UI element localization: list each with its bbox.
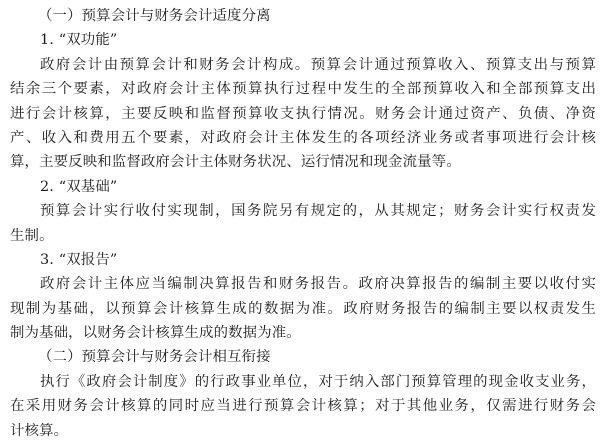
item-title-dual-report: 3. “双报告” [40, 251, 118, 268]
section-heading-separation: （一）预算会计与财务会计适度分离 [38, 8, 271, 24]
paragraph-line: 计核算。 [10, 422, 69, 439]
paragraph-line: 算，主要反映和监督政府会计主体财务状况、运行情况和现金流量等。 [10, 154, 461, 171]
paragraph-line: 执行《政府会计制度》的行政事业单位，对于纳入部门预算管理的现金收支业务， [40, 373, 596, 390]
paragraph-line: 现制为基础，以预算会计核算生成的数据为准。政府财务报告的编制主要以权责发生 [10, 300, 596, 317]
paragraph-line: 政府会计主体应当编制决算报告和财务报告。政府决算报告的编制主要以收付实 [40, 276, 596, 293]
paragraph-line: 进行会计核算，主要反映和监督预算收支执行情况。财务会计通过资产、负债、净资 [10, 105, 596, 122]
paragraph-line: 预算会计实行收付实现制，国务院另有规定的，从其规定；财务会计实行权责发 [40, 203, 596, 220]
document-page [10, 4, 596, 443]
item-title-dual-function: 1. “双功能” [40, 32, 118, 49]
section-heading-linkage: （二）预算会计与财务会计相互衔接 [38, 349, 271, 366]
paragraph-line: 生制。 [10, 227, 54, 244]
paragraph-line: 在采用财务会计核算的同时应当进行预算会计核算；对于其他业务，仅需进行财务会 [10, 398, 596, 415]
paragraph-line: 制为基础，以财务会计核算生成的数据为准。 [10, 325, 301, 342]
paragraph-line: 产、收入和费用五个要素，对政府会计主体发生的各项经济业务或者事项进行会计核 [10, 129, 596, 146]
paragraph-line: 政府会计由预算会计和财务会计构成。预算会计通过预算收入、预算支出与预算 [40, 56, 596, 73]
paragraph-line: 结余三个要素，对政府会计主体预算执行过程中发生的全部预算收入和全部预算支出 [10, 81, 596, 98]
item-title-dual-basis: 2. “双基础” [40, 178, 118, 195]
